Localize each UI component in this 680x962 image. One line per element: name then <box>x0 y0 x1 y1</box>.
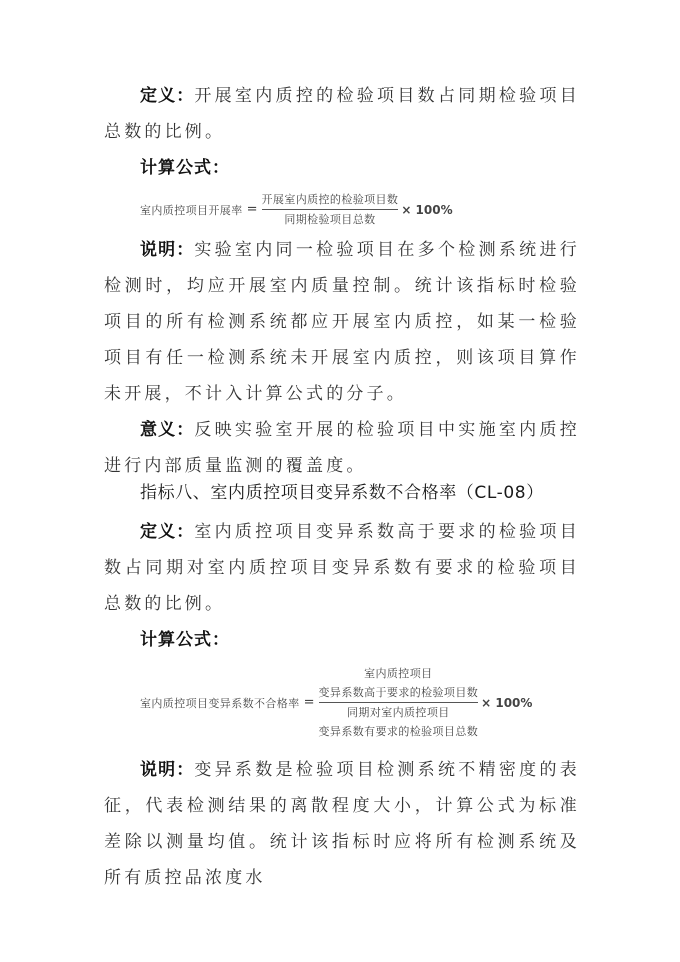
explanation-text: 实验室内同一检验项目在多个检测系统进行检测时，均应开展室内质量控制。统计该指标时检验项目的所有检测系统都应开展室内质控，如某一检验项目有任一检测系统未开展室内质控，则该项目算作未开展，不计入计算公式的分子。 <box>104 240 580 404</box>
formula-numerator-line2: 变异系数高于要求的检验项目数 <box>318 686 479 699</box>
definition-label: 定义： <box>140 86 195 106</box>
formula-fraction <box>319 664 479 741</box>
explanation-paragraph-2 <box>104 752 580 896</box>
formula-lhs: 室内质控项目开展率 <box>140 203 243 217</box>
formula-fraction <box>262 190 399 229</box>
formula-multiplier: × 100% <box>481 695 533 710</box>
explanation-text: 变异系数是检验项目检测系统不精密度的表征，代表检测结果的离散程度大小，计算公式为标准差除以测量均值。统计该指标时应将所有检测系统及所有质控品浓度水 <box>104 760 580 888</box>
formula-denominator: 同期检验项目总数 <box>284 213 376 226</box>
formula-heading-label: 计算公式： <box>140 158 230 178</box>
formula-coverage-rate <box>140 190 453 229</box>
definition-label: 定义： <box>140 522 195 542</box>
definition-text: 室内质控项目变异系数高于要求的检验项目数占同期对室内质控项目变异系数有要求的检验项目总数的比例。 <box>104 522 580 614</box>
significance-paragraph <box>104 412 580 484</box>
explanation-paragraph <box>104 232 580 412</box>
significance-label: 意义： <box>140 420 195 440</box>
section-heading: 指标八、室内质控项目变异系数不合格率（CL-08） <box>140 483 544 503</box>
formula-denominator-line2: 变异系数有要求的检验项目总数 <box>318 725 479 738</box>
equals-sign: = <box>303 695 315 710</box>
formula-numerator: 开展室内质控的检验项目数 <box>261 193 399 206</box>
formula-lhs: 室内质控项目变异系数不合格率 <box>140 696 300 710</box>
formula-heading-label: 计算公式： <box>140 630 230 650</box>
formula-numerator-line1: 室内质控项目 <box>364 667 433 680</box>
equals-sign: = <box>246 202 258 217</box>
formula-cv-failure-rate <box>140 664 532 741</box>
formula-heading <box>104 150 580 186</box>
formula-heading-2 <box>104 622 580 658</box>
formula-multiplier: × 100% <box>401 202 453 217</box>
definition-text: 开展室内质控的检验项目数占同期检验项目总数的比例。 <box>104 86 580 142</box>
significance-text: 反映实验室开展的检验项目中实施室内质控进行内部质量监测的覆盖度。 <box>104 420 580 476</box>
explanation-label: 说明： <box>140 240 195 260</box>
definition-paragraph-2 <box>104 514 580 622</box>
formula-denominator-line1: 同期对室内质控项目 <box>347 706 450 719</box>
explanation-label: 说明： <box>140 760 195 780</box>
definition-paragraph <box>104 78 580 150</box>
